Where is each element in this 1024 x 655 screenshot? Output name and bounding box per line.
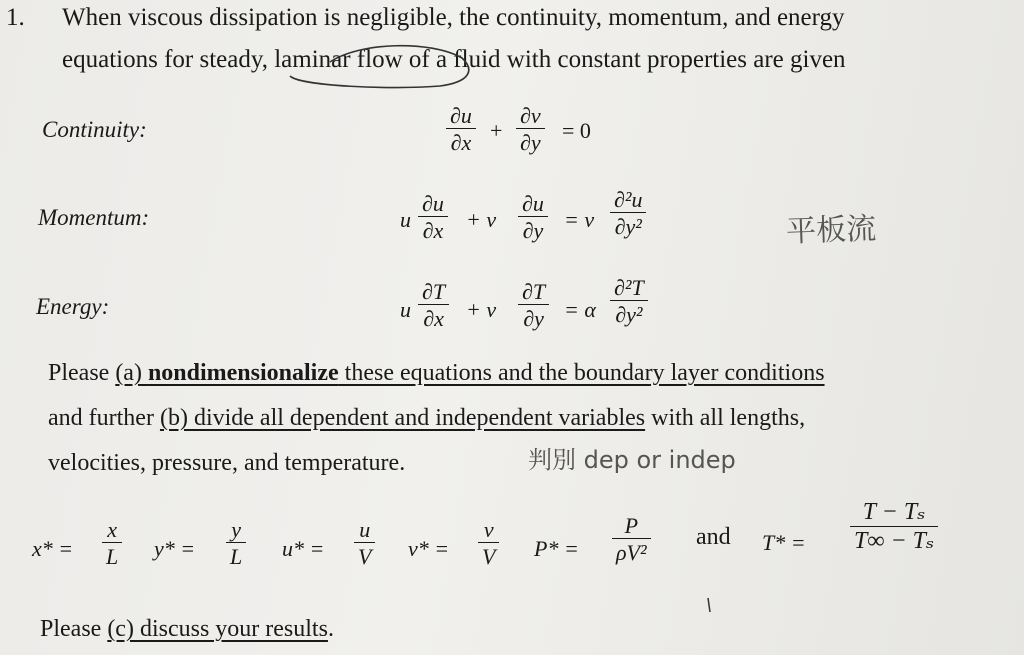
- denominator: ∂x: [418, 216, 448, 243]
- text: with all lengths,: [645, 405, 806, 431]
- t-star-lhs: T* =: [762, 530, 806, 555]
- denominator: V: [354, 542, 375, 569]
- part-a-keyword: nondimensionalize: [147, 360, 339, 386]
- numerator: T − Tₛ: [862, 499, 926, 525]
- coef-u: u: [400, 207, 411, 232]
- instruction-line-3: velocities, pressure, and temperature.: [48, 450, 406, 476]
- denominator: ∂y: [518, 304, 549, 331]
- part-c-text: (c) discuss your results: [107, 616, 328, 642]
- numerator: y: [231, 517, 241, 542]
- denominator: ∂y: [518, 216, 548, 243]
- v-star-lhs: v* =: [408, 536, 450, 561]
- numerator: ∂u: [450, 103, 472, 128]
- numerator: u: [359, 517, 371, 542]
- denominator: ρV²: [612, 538, 651, 565]
- problem-line-1: When viscous dissipation is negligible, the continuity, momentum, and energy: [62, 4, 845, 31]
- numerator: ∂u: [522, 191, 544, 216]
- denominator: ∂y: [516, 128, 545, 155]
- numerator: ∂²u: [614, 187, 643, 212]
- label-momentum: Momentum:: [38, 205, 150, 230]
- numerator: ∂²T: [614, 275, 644, 300]
- x-star-lhs: x* =: [32, 536, 74, 561]
- equals-nu: = ν: [564, 207, 595, 232]
- numerator: ∂u: [422, 191, 444, 216]
- numerator: x: [107, 517, 117, 542]
- label-continuity: Continuity:: [42, 117, 147, 142]
- and-text: and: [696, 524, 731, 550]
- y-star-lhs: y* =: [154, 536, 196, 561]
- numerator: ∂T: [522, 279, 546, 304]
- part-b-text: (b) divide all dependent and independent variables: [159, 405, 646, 431]
- text: Please: [40, 616, 108, 642]
- part-a-text: these equations and the boundary layer conditions: [338, 360, 825, 386]
- denominator: T∞ − Tₛ: [850, 526, 938, 556]
- text: Please: [48, 360, 116, 386]
- numerator: ∂T: [422, 279, 446, 304]
- numerator: P: [624, 513, 639, 538]
- denominator: V: [478, 542, 499, 569]
- denominator: ∂y²: [610, 300, 648, 327]
- problem-number: 1.: [6, 4, 25, 31]
- numerator: v: [483, 517, 494, 542]
- coef-u: u: [400, 297, 411, 322]
- text: .: [327, 616, 334, 642]
- label-energy: Energy:: [36, 294, 110, 319]
- problem-line-2: equations for steady, laminar flow of a fluid with constant properties are given: [62, 46, 846, 73]
- denominator: ∂y²: [610, 212, 646, 239]
- pen-mark: [708, 598, 710, 612]
- part-a-label: (a): [115, 360, 148, 386]
- handwritten-note-dep-indep: 判別 dep or indep: [528, 446, 736, 474]
- plus-sign: +: [490, 118, 503, 143]
- equals-zero: = 0: [562, 118, 591, 143]
- u-star-lhs: u* =: [282, 536, 325, 561]
- denominator: ∂x: [418, 304, 449, 331]
- equals-alpha: = α: [564, 297, 596, 322]
- handwritten-note-flat-plate: 平板流: [785, 211, 877, 250]
- plus-v: + v: [466, 207, 497, 232]
- text: and further: [48, 405, 160, 431]
- circle-annotation: [290, 46, 469, 88]
- denominator: L: [226, 542, 246, 569]
- denominator: ∂x: [446, 128, 476, 155]
- numerator: ∂v: [520, 103, 541, 128]
- plus-v: + v: [466, 297, 497, 322]
- denominator: L: [102, 542, 122, 569]
- p-star-lhs: P* =: [534, 536, 579, 561]
